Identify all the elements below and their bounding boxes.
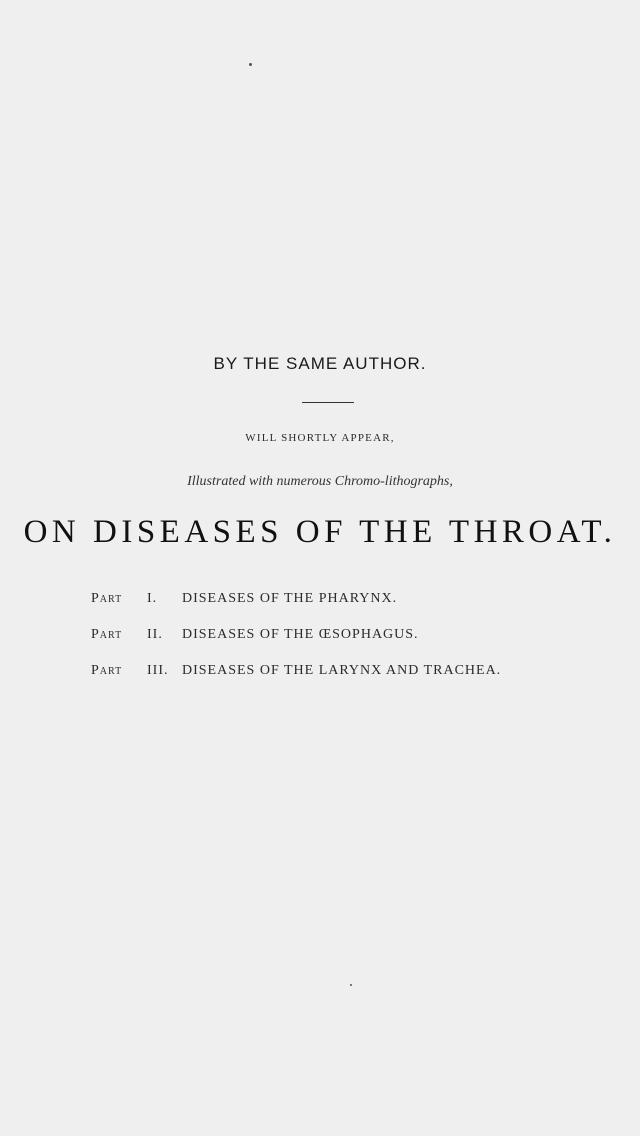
- part-label: Part: [91, 663, 123, 678]
- part-item: [91, 627, 611, 663]
- part-title: DISEASES OF THE PHARYNX.: [182, 591, 398, 606]
- ink-speck: [350, 984, 352, 986]
- part-title: DISEASES OF THE LARYNX AND TRACHEA.: [182, 663, 502, 678]
- part-title: DISEASES OF THE ŒSOPHAGUS.: [182, 627, 419, 642]
- illustration-note: Illustrated with numerous Chromo-lithographs,: [187, 474, 453, 489]
- divider-rule: [302, 402, 354, 403]
- announcement: WILL SHORTLY APPEAR,: [245, 432, 395, 444]
- ink-speck: [249, 63, 252, 66]
- part-item: [91, 591, 611, 627]
- part-label: Part: [91, 591, 123, 606]
- part-number: II.: [147, 627, 163, 642]
- part-item: [91, 663, 611, 699]
- byline: BY THE SAME AUTHOR.: [213, 354, 427, 373]
- part-label: Part: [91, 627, 123, 642]
- part-number: I.: [147, 591, 158, 606]
- part-number: III.: [147, 663, 169, 678]
- parts-list: [91, 591, 611, 699]
- book-title: ON DISEASES OF THE THROAT.: [23, 514, 617, 550]
